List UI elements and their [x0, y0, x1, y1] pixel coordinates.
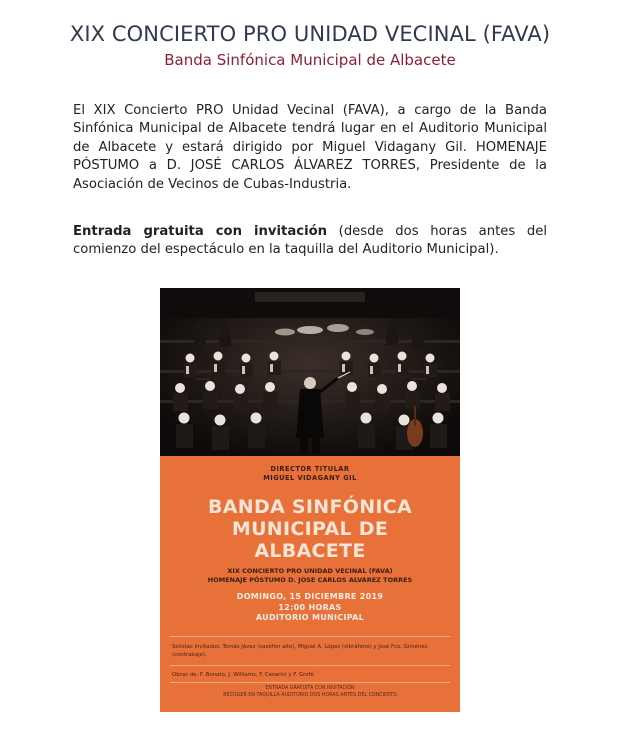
page-title: XIX CONCIERTO PRO UNIDAD VECINAL (FAVA)	[69, 22, 551, 46]
entry-paragraph	[73, 223, 547, 260]
works-text: Obras de: F. Bonato, J. Williams, F. Cesarini y F. Grofé	[172, 672, 314, 678]
director-label: DIRECTOR TITULAR	[270, 465, 350, 473]
concert-info-block	[160, 567, 460, 585]
concert-line-2: HOMENAJE PÓSTUMO D. JOSE CARLOS ALVAREZ TORRES	[207, 576, 413, 584]
director-block	[160, 465, 460, 483]
band-name-line-2: MUNICIPAL DE	[231, 518, 389, 540]
concert-time: 12:00 HORAS	[278, 602, 342, 612]
concert-date: DOMINGO, 15 DICIEMBRE 2019	[236, 592, 384, 601]
concert-venue: AUDITORIO MUNICIPAL	[255, 613, 365, 622]
orchestra-illustration	[160, 288, 460, 456]
orchestra-photo	[160, 288, 460, 456]
band-name-line-3: ALBACETE	[254, 540, 366, 562]
entry-bold-text: Entrada gratuita con invitación	[73, 224, 328, 239]
poster-divider	[170, 636, 450, 637]
page-subtitle: Banda Sinfónica Municipal de Albacete	[164, 51, 456, 69]
band-name-line-1: BANDA SINFÓNICA	[207, 496, 413, 518]
director-name: MIGUEL VIDAGANY GIL	[263, 474, 357, 482]
entry-note-line-2: RECOGER EN TAQUILLA AUDITORIO DOS HORAS ANTES DEL CONCIERTO	[223, 692, 397, 698]
entry-note-line-1: ENTRADA GRATUITA CON INVITACIÓN	[265, 686, 355, 691]
entry-note	[160, 686, 460, 699]
entry-rest-text: (desde dos horas antes del comienzo del espectáculo en la taquilla del Auditorio Municipal).	[73, 224, 547, 258]
soloists-text: Solistas invitados: Tomás Jávez (saxofón alto), Miguel A. López (vibráfono) y José Fco. Giménez (contrabajo).	[172, 644, 428, 658]
concert-line-1: XIX CONCIERTO PRO UNIDAD VECINAL (FAVA)	[227, 567, 393, 575]
intro-paragraph: El XIX Concierto PRO Unidad Vecinal (FAVA), a cargo de la Banda Sinfónica Municipal de Albacete tendrá lugar en el Auditorio Municipal de Albacete y estará dirigido por Miguel Vidagany Gil. HOMENAJE PÓSTUMO a D. JOSÉ CARLOS ÁLVAREZ TORRES, Presidente de la Asociación de Vecinos de Cubas-Industria.	[73, 103, 547, 192]
date-block	[160, 592, 460, 624]
band-name-block	[160, 496, 460, 562]
poster-divider	[170, 665, 450, 666]
concert-poster	[160, 288, 460, 712]
poster-divider	[170, 682, 450, 683]
